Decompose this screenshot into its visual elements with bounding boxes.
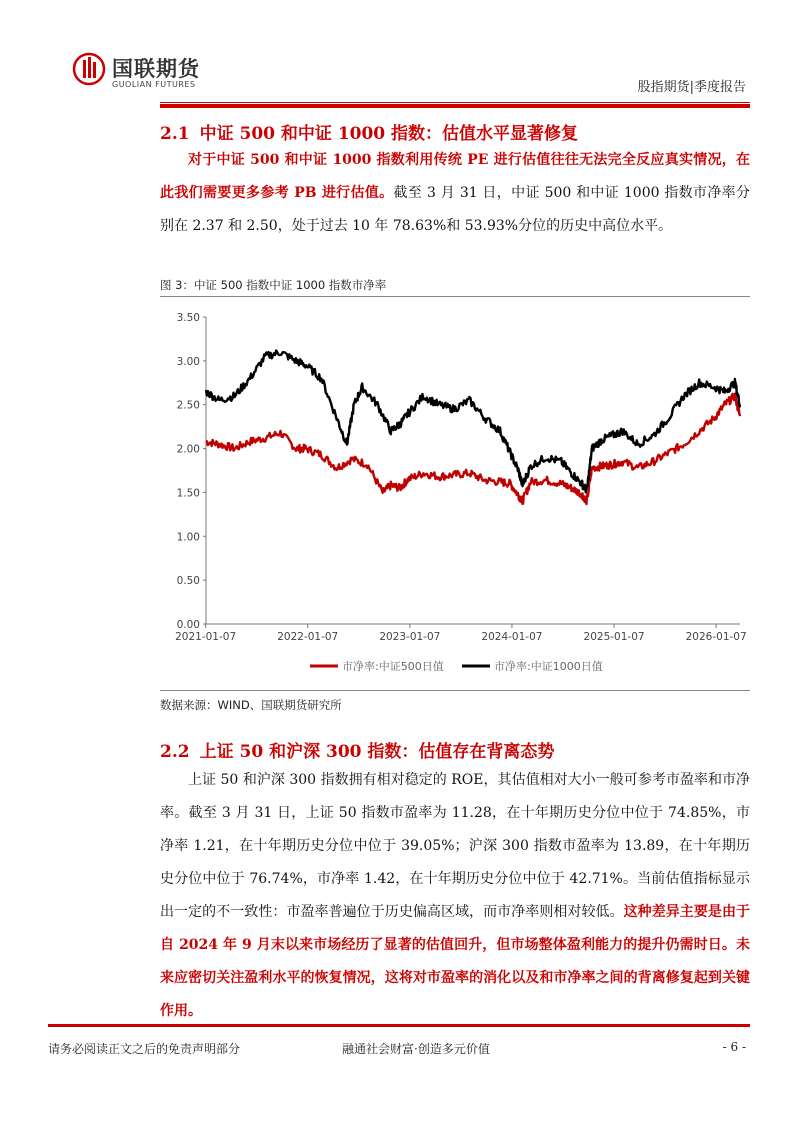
section-heading-2-2 [160, 737, 554, 762]
series-layer [206, 351, 740, 505]
x-tick-label: 2021-01-07 [175, 631, 237, 643]
figure-top-rule [160, 296, 750, 297]
legend-label-1: 市净率:中证500日值 [342, 660, 444, 673]
y-tick-label: 2.50 [176, 399, 200, 412]
footer-bar [48, 1024, 750, 1027]
section1-paragraph [160, 144, 750, 243]
header-bar [160, 104, 750, 108]
footer-disclaimer: 请务必阅读正文之后的免责声明部分 [48, 1042, 241, 1056]
highlight-text: 对于中证 500 和中证 1000 指数利用传统 PE 进行估值往往无法完全反应真实情况，在此我们需要更多参考 PB 进行估值。 [160, 152, 750, 201]
logo-text-cn: 国联期货 [112, 57, 200, 81]
x-axis [175, 624, 747, 643]
y-tick-label: 3.50 [176, 312, 200, 324]
x-tick-label: 2026-01-07 [685, 631, 747, 643]
section2-paragraph [160, 764, 750, 1028]
y-tick-label: 3.00 [176, 355, 200, 368]
footer-slogan: 融通社会财富·创造多元价值 [342, 1042, 490, 1056]
highlight-text: 这种差异主要是由于自 2024 年 9 月末以来市场经历了显著的估值回升，但市场整体盈利能力的提升仍需时日。未来应密切关注盈利水平的恢复情况，这将对市盈率的消化以及和市净率之间的背离修复起到关键作用。 [160, 904, 750, 1019]
figure-bottom-rule [160, 690, 750, 691]
x-tick-label: 2022-01-07 [277, 631, 339, 643]
x-tick-label: 2025-01-07 [583, 631, 645, 643]
x-tick-label: 2023-01-07 [379, 631, 441, 643]
section-title: 中证 500 和中证 1000 指数：估值水平显著修复 [199, 124, 579, 144]
data-source: 数据来源：WIND、国联期货研究所 [160, 698, 342, 712]
header-rule [160, 102, 750, 103]
guolian-logo-icon [72, 52, 106, 86]
section-heading-2-1 [160, 119, 578, 144]
body-text: 上证 50 和沪深 300 指数拥有相对稳定的 ROE，其估值相对大小一般可参考市盈率和市净率。截至 3 月 31 日，上证 50 指数市盈率为 11.28，在十年期历史分位中位于 74.85%，市净率 1.21，在十年期历史分位中位于 39.05%；沪深 300 指数市盈率为 13.89，在十年期历史分位中位于 76.74%，市净率 1.42，在十年期历史分位中位于 42.71%。当前估值指标显示出一定的不一致性：市盈率普遍位于历史偏高区域，而市净率则相对较低。 [160, 772, 750, 920]
series-line-2 [206, 351, 740, 493]
x-tick-label: 2024-01-07 [481, 631, 543, 643]
y-tick-label: 0.00 [176, 619, 200, 631]
legend-label-2: 市净率:中证1000日值 [494, 660, 603, 673]
section-number: 2.1 [160, 124, 190, 144]
y-tick-label: 2.00 [176, 443, 200, 456]
y-axis [177, 312, 206, 631]
document-type: 股指期货|季度报告 [637, 80, 746, 95]
y-tick-label: 1.00 [176, 531, 200, 544]
section-number: 2.2 [160, 742, 190, 762]
section-title: 上证 50 和沪深 300 指数：估值存在背离态势 [199, 742, 555, 762]
y-tick-label: 0.50 [176, 575, 200, 588]
y-tick-label: 1.50 [176, 487, 200, 500]
figure-caption: 图 3：中证 500 指数中证 1000 指数市净率 [160, 278, 387, 292]
series-line-1 [206, 394, 740, 504]
chart-legend [310, 659, 603, 673]
body-text: 截至 3 月 31 日，中证 500 和中证 1000 指数市净率分别在 2.37 和 2.50，处于过去 10 年 78.63%和 53.93%分位的历史中高位水平。 [160, 185, 750, 234]
pb-line-chart [160, 300, 750, 685]
page-number: - 6 - [722, 1040, 746, 1054]
logo-text-en: GUOLIAN FUTURES [112, 80, 196, 89]
